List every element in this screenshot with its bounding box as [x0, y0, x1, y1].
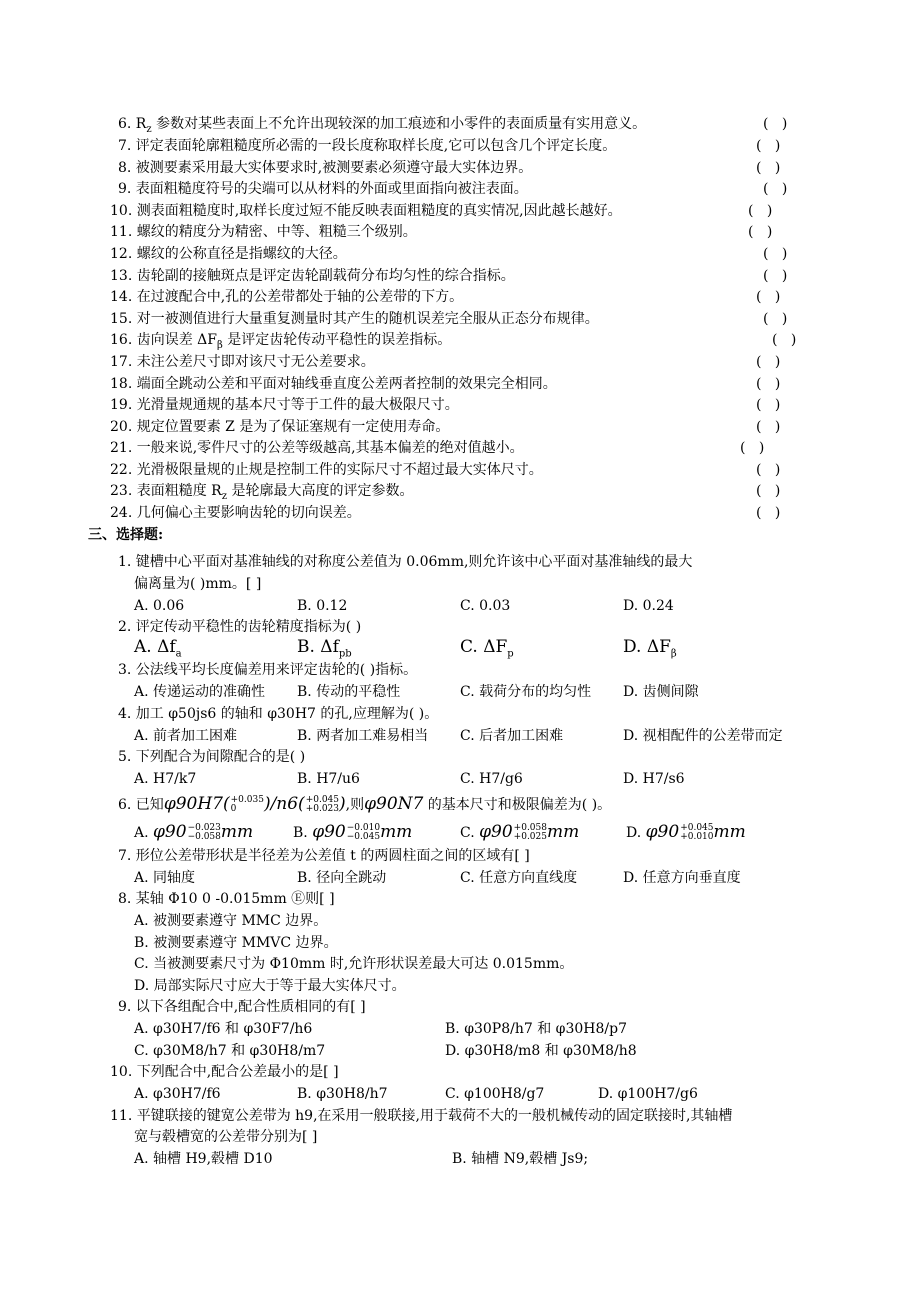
- q5-option-d[interactable]: D. H7/s6: [623, 771, 685, 787]
- choice-q11-line2: 宽与毂槽宽的公差带分别为[ ]: [134, 1129, 318, 1145]
- answer-paren-20[interactable]: ( ): [756, 419, 781, 435]
- judge-14: 14. 在过渡配合中,孔的公差带都处于轴的公差带的下方。: [110, 289, 464, 305]
- answer-paren-12[interactable]: ( ): [763, 246, 788, 262]
- choice-q8: 8. 某轴 Φ10 0 -0.015mm Ⓔ则[ ]: [118, 891, 335, 907]
- q7-option-a[interactable]: A. 同轴度: [134, 870, 196, 886]
- q3-option-b[interactable]: B. 传动的平稳性: [297, 684, 401, 700]
- choice-q3: 3. 公法线平均长度偏差用来评定齿轮的( )指标。: [118, 662, 418, 678]
- q5-option-c[interactable]: C. H7/g6: [460, 771, 523, 787]
- q6-option-a[interactable]: A. φ90 −0.023 −0.058 mm: [134, 822, 254, 842]
- q9-option-c[interactable]: C. φ30M8/h7 和 φ30H8/m7: [134, 1043, 326, 1059]
- q9-option-d[interactable]: D. φ30H8/m8 和 φ30M8/h8: [445, 1043, 637, 1059]
- q8-option-d[interactable]: D. 局部实际尺寸应大于等于最大实体尺寸。: [134, 978, 406, 994]
- q3-option-a[interactable]: A. 传递运动的准确性: [134, 684, 266, 700]
- answer-paren-19[interactable]: ( ): [756, 397, 781, 413]
- choice-q11-line1: 11. 平键联接的键宽公差带为 h9,在采用一般联接,用于载荷不大的一般机械传动的固定联接时,其轴槽: [110, 1108, 733, 1124]
- q6-option-c[interactable]: C. φ90 +0.058 +0.025 mm: [460, 822, 580, 842]
- q6-option-b[interactable]: B. φ90 −0.010 −0.045 mm: [293, 822, 413, 842]
- judge-20: 20. 规定位置要素 Z 是为了保证塞规有一定使用寿命。: [110, 419, 450, 435]
- q5-option-b[interactable]: B. H7/u6: [297, 771, 360, 787]
- q4-option-a[interactable]: A. 前者加工困难: [134, 728, 238, 744]
- q10-option-d[interactable]: D. φ100H7/g6: [598, 1086, 698, 1102]
- q10-option-a[interactable]: A. φ30H7/f6: [134, 1086, 221, 1102]
- choice-q6: 6. 已知φ90H7( +0.035 0 )/n6( +0.045 +0.023 ),则φ90N7 的基本尺寸和极限偏差为( )。: [118, 794, 612, 814]
- choice-q9: 9. 以下各组配合中,配合性质相同的有[ ]: [118, 999, 366, 1015]
- section-title-choice: 三、选择题:: [88, 527, 164, 543]
- q1-option-c[interactable]: C. 0.03: [460, 598, 511, 614]
- q3-option-c[interactable]: C. 载荷分布的均匀性: [460, 684, 592, 700]
- judge-15: 15. 对一被测值进行大量重复测量时其产生的随机误差完全服从正态分布规律。: [110, 311, 599, 327]
- answer-paren-8[interactable]: ( ): [756, 160, 781, 176]
- q7-option-d[interactable]: D. 任意方向垂直度: [623, 870, 741, 886]
- choice-q4: 4. 加工 φ50js6 的轴和 φ30H7 的孔,应理解为( )。: [118, 706, 439, 722]
- q9-option-a[interactable]: A. φ30H7/f6 和 φ30F7/h6: [134, 1021, 313, 1037]
- q2-option-d[interactable]: D. $\Delta F_\beta$: [623, 637, 677, 660]
- answer-paren-24[interactable]: ( ): [756, 505, 781, 521]
- answer-paren-9[interactable]: ( ): [763, 181, 788, 197]
- q11-option-b[interactable]: B. 轴槽 N9,毂槽 Js9;: [452, 1151, 589, 1167]
- judge-18: 18. 端面全跳动公差和平面对轴线垂直度公差两者控制的效果完全相同。: [110, 376, 557, 392]
- q1-option-b[interactable]: B. 0.12: [297, 598, 348, 614]
- q1-option-d[interactable]: D. 0.24: [623, 598, 674, 614]
- judge-9: 9. 表面粗糙度符号的尖端可以从材料的外面或里面指向被注表面。: [118, 181, 528, 197]
- answer-paren-13[interactable]: ( ): [763, 268, 788, 284]
- q4-option-b[interactable]: B. 两者加工难易相当: [297, 728, 429, 744]
- answer-paren-14[interactable]: ( ): [756, 289, 781, 305]
- q10-option-c[interactable]: C. φ100H8/g7: [445, 1086, 545, 1102]
- answer-paren-7[interactable]: ( ): [756, 138, 781, 154]
- judge-24: 24. 几何偏心主要影响齿轮的切向误差。: [110, 505, 361, 521]
- answer-paren-21[interactable]: ( ): [740, 440, 765, 456]
- q7-option-b[interactable]: B. 径向全跳动: [297, 870, 387, 886]
- choice-q10: 10. 下列配合中,配合公差最小的是[ ]: [110, 1064, 339, 1080]
- judge-10: 10. 测表面粗糙度时,取样长度过短不能反映表面粗糙度的真实情况,因此越长越好。: [110, 203, 622, 219]
- answer-paren-16[interactable]: ( ): [772, 332, 797, 348]
- judge-17: 17. 未注公差尺寸即对该尺寸无公差要求。: [110, 354, 375, 370]
- q6-option-d[interactable]: D. φ90 +0.045 +0.010 mm: [626, 822, 746, 842]
- judge-21: 21. 一般来说,零件尺寸的公差等级越高,其基本偏差的绝对值越小。: [110, 440, 524, 456]
- answer-paren-22[interactable]: ( ): [756, 462, 781, 478]
- q2-option-a[interactable]: A. $\Delta f_a$: [134, 637, 182, 660]
- judge-11: 11. 螺纹的精度分为精密、中等、粗糙三个级别。: [110, 224, 417, 240]
- choice-q1-line2: 偏离量为( )mm。[ ]: [134, 576, 262, 592]
- judge-16: 16. 齿向误差 $\Delta F_\beta$ 是评定齿轮传动平稳性的误差指标。: [110, 332, 452, 351]
- judge-23: 23. 表面粗糙度 $R_z$ 是轮廓最大高度的评定参数。: [110, 483, 414, 502]
- answer-paren-15[interactable]: ( ): [763, 311, 788, 327]
- answer-paren-10[interactable]: ( ): [748, 203, 773, 219]
- choice-q7: 7. 形位公差带形状是半径差为公差值 t 的两圆柱面之间的区域有[ ]: [118, 848, 530, 864]
- q1-option-a[interactable]: A. 0.06: [134, 598, 185, 614]
- answer-paren-18[interactable]: ( ): [756, 376, 781, 392]
- answer-paren-23[interactable]: ( ): [756, 483, 781, 499]
- judge-19: 19. 光滑量规通规的基本尺寸等于工件的最大极限尺寸。: [110, 397, 459, 413]
- judge-12: 12. 螺纹的公称直径是指螺纹的大径。: [110, 246, 347, 262]
- q2-option-b[interactable]: B. $\Delta f_{pb}$: [297, 637, 352, 660]
- q4-option-d[interactable]: D. 视相配件的公差带而定: [623, 728, 783, 744]
- judge-13: 13. 齿轮副的接触斑点是评定齿轮副载荷分布均匀性的综合指标。: [110, 268, 515, 284]
- q7-option-c[interactable]: C. 任意方向直线度: [460, 870, 578, 886]
- q8-option-c[interactable]: C. 当被测要素尺寸为 Φ10mm 时,允许形状误差最大可达 0.015mm。: [134, 956, 574, 972]
- choice-q5: 5. 下列配合为间隙配合的是( ): [118, 749, 306, 765]
- judge-22: 22. 光滑极限量规的止规是控制工件的实际尺寸不超过最大实体尺寸。: [110, 462, 543, 478]
- answer-paren-17[interactable]: ( ): [756, 354, 781, 370]
- q10-option-b[interactable]: B. φ30H8/h7: [297, 1086, 388, 1102]
- judge-8: 8. 被测要素采用最大实体要求时,被测要素必须遵守最大实体边界。: [118, 160, 533, 176]
- answer-paren-11[interactable]: ( ): [748, 224, 773, 240]
- answer-paren-6[interactable]: ( ): [763, 116, 788, 132]
- q3-option-d[interactable]: D. 齿侧间隙: [623, 684, 699, 700]
- q5-option-a[interactable]: A. H7/k7: [134, 771, 197, 787]
- judge-6: 6. $R_z$ 参数对某些表面上不允许出现较深的加工痕迹和小零件的表面质量有实用意义。: [118, 116, 647, 135]
- choice-q1-line1: 1. 键槽中心平面对基准轴线的对称度公差值为 0.06mm,则允许该中心平面对基准轴线的最大: [118, 554, 693, 570]
- choice-q2: 2. 评定传动平稳性的齿轮精度指标为( ): [118, 619, 362, 635]
- q9-option-b[interactable]: B. φ30P8/h7 和 φ30H8/p7: [445, 1021, 627, 1037]
- q8-option-a[interactable]: A. 被测要素遵守 MMC 边界。: [134, 913, 328, 929]
- judge-7: 7. 评定表面轮廓粗糙度所必需的一段长度称取样长度,它可以包含几个评定长度。: [118, 138, 617, 154]
- q2-option-c[interactable]: C. $\Delta F_p$: [460, 637, 514, 660]
- q11-option-a[interactable]: A. 轴槽 H9,毂槽 D10: [134, 1151, 273, 1167]
- q4-option-c[interactable]: C. 后者加工困难: [460, 728, 564, 744]
- q8-option-b[interactable]: B. 被测要素遵守 MMVC 边界。: [134, 935, 338, 951]
